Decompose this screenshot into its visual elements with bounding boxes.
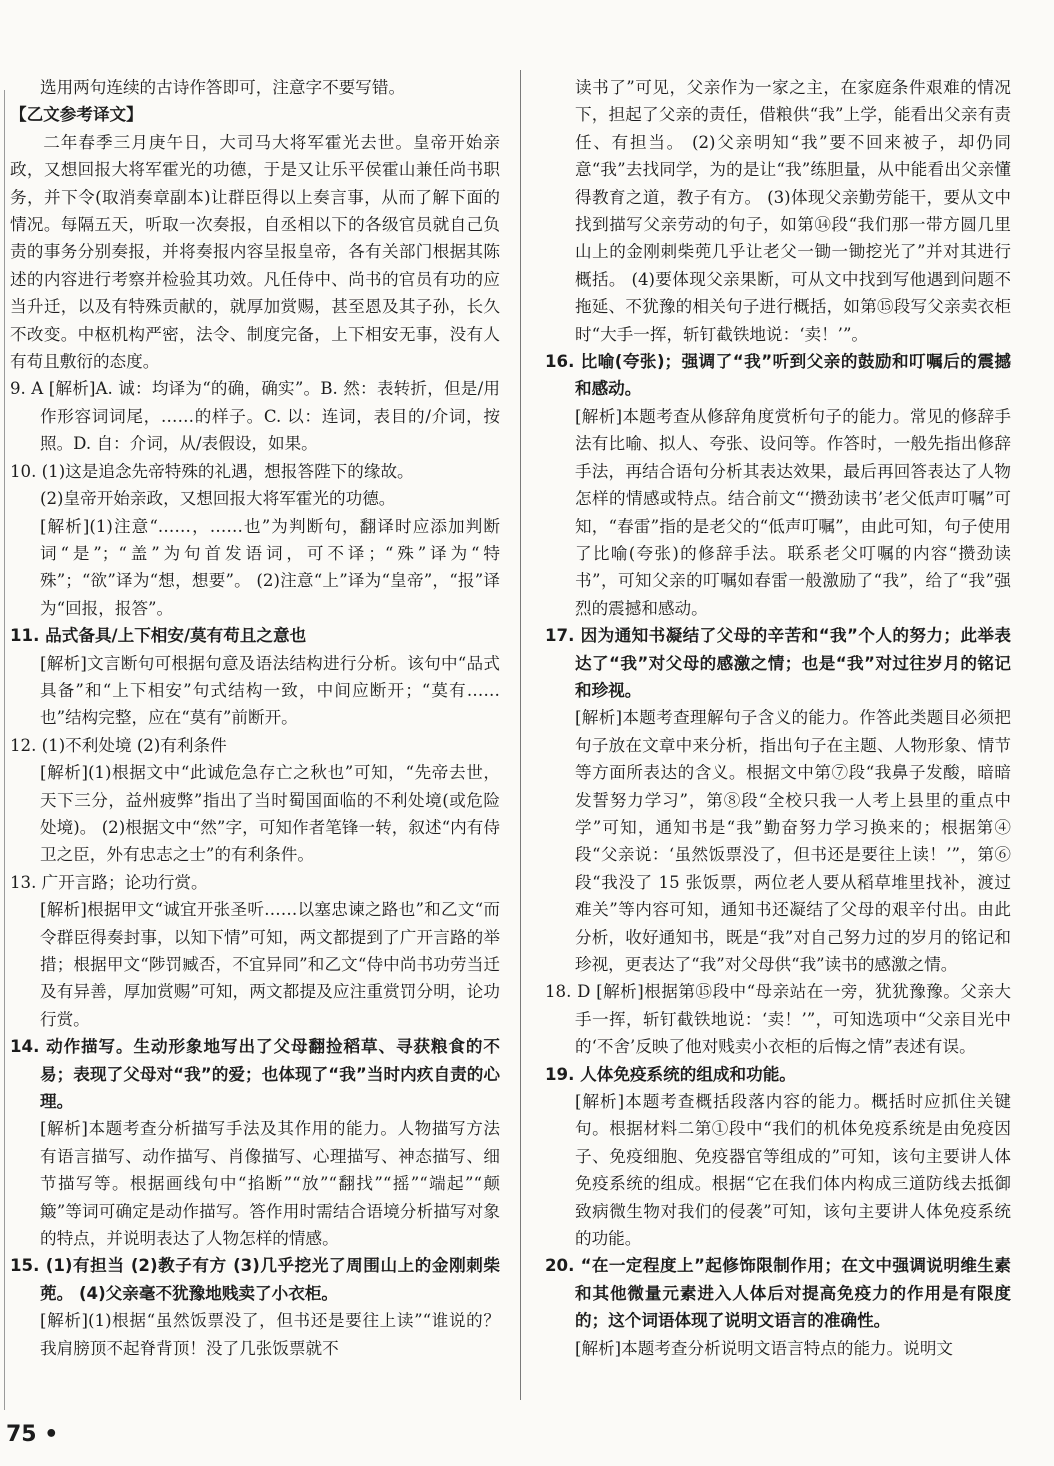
answer-12: 12. (1)不利处境 (2)有利条件 — [10, 735, 227, 755]
analysis-13: [解析]根据甲文“诚宜开张圣听……以塞忠谏之路也”和乙文“而令群臣得奏封事，以知下情”可知，两文都提到了广开言路的举措；根据甲文“陟罚臧否，不宜异同”和乙文“侍中尚书功劳当迁及有异善，厚加赏赐”可知，两文都提及应注重赏罚分明，论功行赏。 — [40, 900, 500, 1029]
page-number: 75 • — [6, 1422, 59, 1447]
analysis-16: [解析]本题考查从修辞角度赏析句子的能力。常见的修辞手法有比喻、拟人、夸张、设问等。作答时，一般先指出修辞手法，再结合语句分析其表达效果，最后再回答表达了人物怎样的情感或特点。结合前文“‘攒劲读书’老父低声叮嘱”可知，“春雷”指的是老父的“低声叮嘱”，由此可知，句子使用了比喻(夸张)的修辞手法。联系老父叮嘱的内容“攒劲读书”，可知父亲的叮嘱如春雷一般激励了“我”，给了“我”强烈的震撼和感动。 — [575, 406, 1011, 618]
translation-heading: 【乙文参考译文】 — [10, 105, 143, 125]
answer-19: 19. 人体免疫系统的组成和功能。 — [545, 1064, 796, 1084]
right-column — [545, 74, 1011, 1362]
answer-10-1: 10. (1)这是追念先帝特殊的礼遇，想报答陛下的缘故。 — [10, 461, 414, 481]
analysis-17: [解析]本题考查理解句子含义的能力。作答此类题目必须把句子放在文章中来分析，指出句子在主题、人物形象、情节等方面所表达的含义。根据文中第⑦段“我鼻子发酸，暗暗发誓努力学习”，第⑧段“全校只我一人考上县里的重点中学”可知，通知书是“我”勤奋努力学习换来的；根据第④段“父亲说：‘虽然饭票没了，但书还是要往上读！’”，第⑥段“我没了 15 张饭票，两位老人要从稻草堆里找补，渡过难关”等内容可知，通知书还凝结了父母的艰辛付出。由此分析，收好通知书，既是“我”对自己努力过的岁月的铭记和珍视，更表达了“我”对父母供“我”读书的感激之情。 — [575, 708, 1011, 974]
analysis-19: [解析]本题考查概括段落内容的能力。概括时应抓住关键句。根据材料二第①段中“我们的机体免疫系统是由免疫因子、免疫细胞、免疫器官等组成的”可知，该句主要讲人体免疫系统的组成。根据“它在我们体内构成三道防线去抵御致病微生物对我们的侵袭”可知，该句主要讲人体免疫系统的功能。 — [575, 1092, 1011, 1249]
analysis-20: [解析]本题考查分析说明文语言特点的能力。说明文 — [575, 1338, 954, 1358]
answer-16: 16. 比喻(夸张)；强调了“我”听到父亲的鼓励和叮嘱后的震撼和感动。 — [545, 352, 1011, 399]
analysis-15-continued: 读书了”可见，父亲作为一家之主，在家庭条件艰难的情况下，担起了父亲的责任，借粮供“我”上学，能看出父亲有责任、有担当。 (2)父亲明知“我”要不回来被子，却仍同意“我”去找同学，为的是让“我”练胆量，从中能看出父亲懂得教育之道，教子有方。 (3)体现父亲勤劳能干，要从文中找到描写父亲劳动的句子，如第⑭段“我们那一带方圆几里山上的金刚刺柴蔸几乎让老父一锄一锄挖光了”并对其进行概括。 (4)要体现父亲果断，可从文中找到写他遇到问题不拖延、不犹豫的相关句子进行概括，如第⑮段写父亲卖衣柜时“大手一挥，斩钉截铁地说：‘卖！’”。 — [575, 78, 1011, 344]
answer-9: 9. A [解析]A. 诚：均译为“的确，确实”。B. 然：表转折，但是/用作形容词词尾，……的样子。C. 以：连词，表目的/介词，按照。D. 自：介词，从/表假设，如果。 — [10, 379, 500, 454]
answer-13: 13. 广开言路；论功行赏。 — [10, 872, 208, 892]
analysis-15: [解析](1)根据“虽然饭票没了，但书还是要往上读”“谁说的？我肩膀顶不起脊背顶！没了几张饭票就不 — [40, 1311, 500, 1358]
analysis-10: [解析](1)注意“……，……也”为判断句，翻译时应添加判断词“是”；“盖”为句首发语词，可不译；“殊”译为“特殊”；“欲”译为“想，想要”。 (2)注意“上”译为“皇帝”，“报”译为“回报，报答”。 — [40, 516, 500, 618]
analysis-11: [解析]文言断句可根据句意及语法结构进行分析。该句中“品式具备”和“上下相安”句式结构一致，中间应断开；“莫有……也”结构完整，应在“莫有”前断开。 — [40, 653, 500, 728]
answer-17: 17. 因为通知书凝结了父母的辛苦和“我”个人的努力；此举表达了“我”对父母的感激之情；也是“我”对过往岁月的铭记和珍视。 — [545, 626, 1011, 700]
answer-14: 14. 动作描写。生动形象地写出了父母翻捡稻草、寻获粮食的不易；表现了父母对“我”的爱；也体现了“我”当时内疚自责的心理。 — [10, 1037, 500, 1112]
left-column — [10, 74, 500, 1362]
top-note: 选用两句连续的古诗作答即可，注意字不要写错。 — [40, 78, 406, 97]
column-divider — [520, 70, 521, 1400]
answer-15: 15. (1)有担当 (2)教子有方 (3)几乎挖光了周围山上的金刚刺柴蔸。 (4)父亲毫不犹豫地贱卖了小衣柜。 — [10, 1256, 500, 1303]
answer-18: 18. D [解析]根据第⑮段中“母亲站在一旁，犹犹豫豫。父亲大手一挥，斩钉截铁地说：‘卖！’”，可知选项中“父亲目光中的‘不舍’反映了他对贱卖小衣柜的后悔之情”表述有误。 — [545, 982, 1011, 1057]
analysis-14: [解析]本题考查分析描写手法及其作用的能力。人物描写方法有语言描写、动作描写、肖像描写、心理描写、神态描写、细节描写等。根据画线句中“掐断”“放”“翻找”“摇”“端起”“颠簸”等词可确定是动作描写。答作用时需结合语境分析描写对象的特点，并说明表达了人物怎样的情感。 — [40, 1119, 500, 1249]
translation-text: 二年春季三月庚午日，大司马大将军霍光去世。皇帝开始亲政，又想回报大将军霍光的功德，于是又让乐平侯霍山兼任尚书职务，并下令(取消奏章副本)让群臣得以上奏言事，从而了解下面的情况。每隔五天，听取一次奏报，自丞相以下的各级官员就自己负责的事务分别奏报，并将奏报内容呈报皇帝，各有关部门根据其陈述的内容进行考察并检验其功效。凡任侍中、尚书的官员有功的应当升迁，以及有特殊贡献的，就厚加赏赐，甚至恩及其子孙，长久不改变。中枢机构严密，法令、制度完备，上下相安无事，没有人有苟且敷衍的态度。 — [10, 132, 500, 372]
answer-20: 20. “在一定程度上”起修饰限制作用；在文中强调说明维生素和其他微量元素进入人体后对提高免疫力的作用是有限度的；这个词语体现了说明文语言的准确性。 — [545, 1256, 1011, 1331]
answer-10-2: (2)皇帝开始亲政，又想回报大将军霍光的功德。 — [40, 489, 396, 509]
binding-edge-line — [4, 90, 5, 1410]
analysis-12: [解析](1)根据文中“此诚危急存亡之秋也”可知，“先帝去世，天下三分，益州疲弊”指出了当时蜀国面临的不利处境(或危险处境)。 (2)根据文中“然”字，可知作者笔锋一转，叙述“内有侍卫之臣，外有忠志之士”的有利条件。 — [40, 763, 500, 865]
answer-11: 11. 品式备具/上下相安/莫有苟且之意也 — [10, 626, 307, 646]
